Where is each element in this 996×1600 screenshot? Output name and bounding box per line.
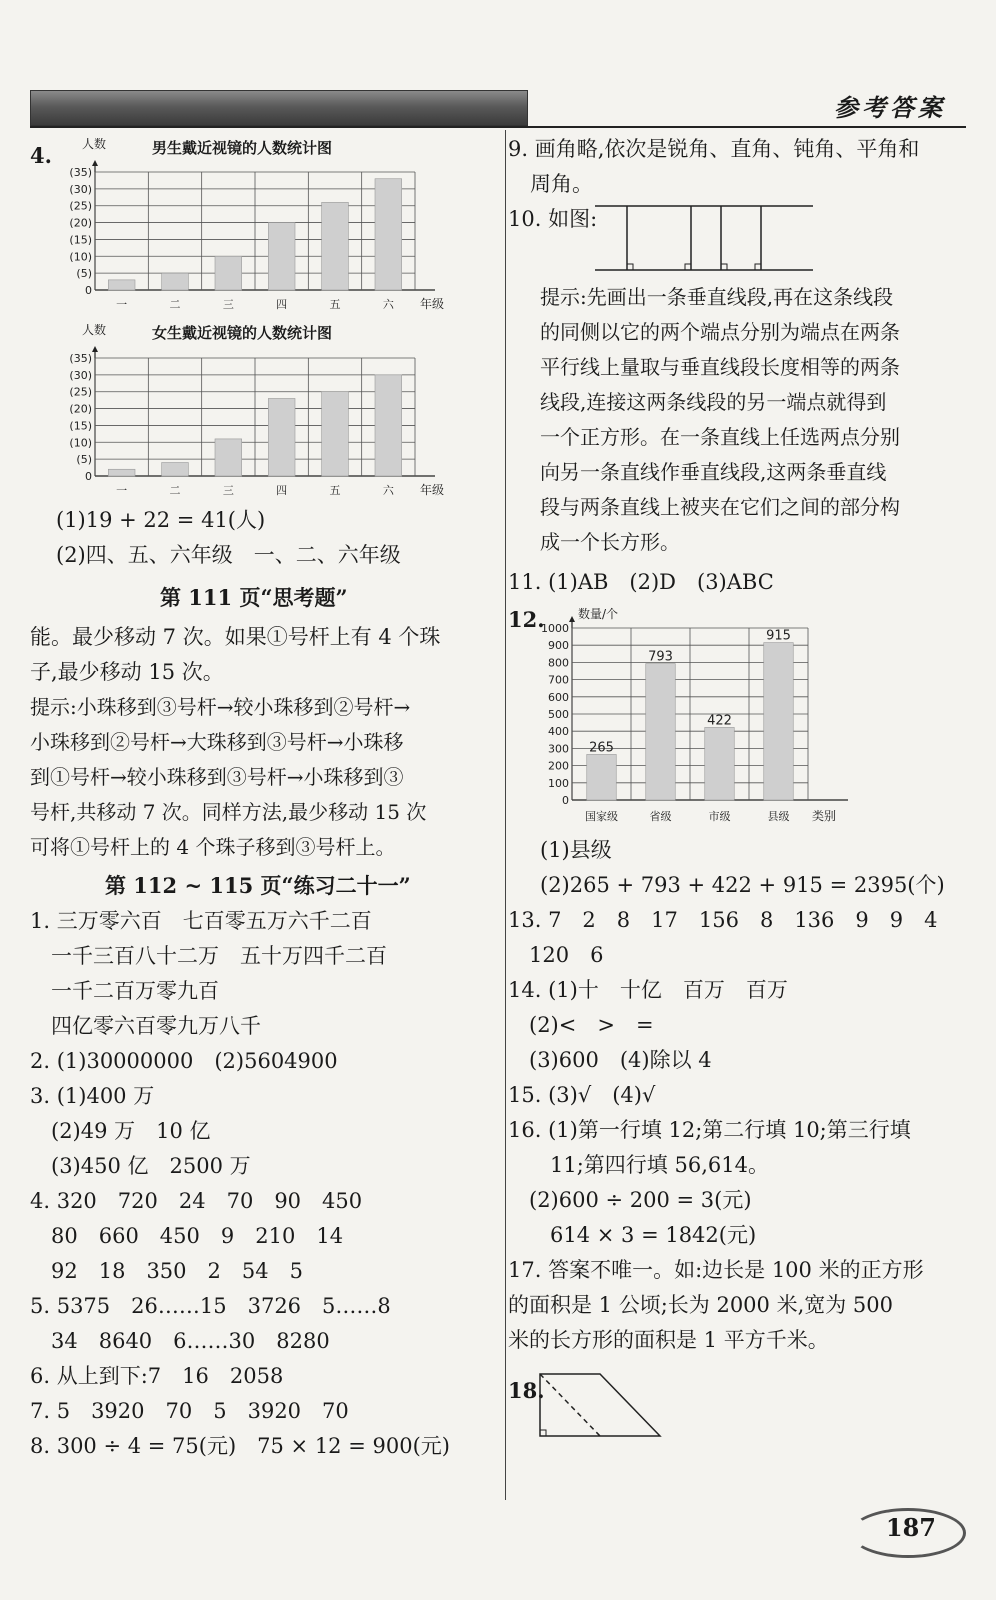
y-tick-label: 400 <box>548 725 569 739</box>
q9-line: 周角。 <box>530 172 593 196</box>
answer-line: 34 8640 6……30 8280 <box>30 1329 330 1353</box>
data-label: 793 <box>648 649 673 665</box>
y-tick-label: 600 <box>548 690 569 704</box>
chart-boys-title: 男生戴近视镜的人数统计图 <box>152 139 333 157</box>
y-tick-label: 500 <box>548 708 569 721</box>
x-tick-label: 一 <box>116 484 128 497</box>
answer-line: 80 660 450 9 210 14 <box>30 1224 344 1248</box>
header-banner-image <box>30 90 528 126</box>
q4-answer-2: (2)四、五、六年级 一、二、六年级 <box>56 543 401 567</box>
x-tick-label: 六 <box>382 298 394 311</box>
chart-q12 <box>530 604 860 830</box>
q18-figure-trapezoid <box>535 1372 665 1440</box>
bar <box>108 280 135 290</box>
header-rule <box>30 126 966 128</box>
page-header-title: 参考答案 <box>834 93 946 122</box>
p111-line-2: 子,最少移动 15 次。 <box>30 660 224 684</box>
y-axis-arrow <box>92 160 98 166</box>
bar <box>764 643 794 800</box>
q4-answer-1: (1)19 + 22 = 41(人) <box>56 508 266 532</box>
x-axis-label: 年级 <box>420 483 445 497</box>
y-tick-label: (15) <box>69 233 92 247</box>
answer-line: 14. (1)十 十亿 百万 百万 <box>508 978 788 1002</box>
y-tick-label: (5) <box>76 453 92 467</box>
hint-line: 线段,连接这两条线段的另一端点就得到 <box>540 390 887 414</box>
data-label: 265 <box>589 740 614 756</box>
answer-line: 的面积是 1 公顷;长为 2000 米,宽为 500 <box>508 1293 894 1317</box>
answer-line: 8. 300 ÷ 4 = 75(元) 75 × 12 = 900(元) <box>30 1434 450 1458</box>
answer-line: 3. (1)400 万 <box>30 1084 155 1108</box>
x-tick-label: 四 <box>276 298 288 311</box>
y-tick-label: 0 <box>562 794 569 807</box>
q9-line: 9. 画角略,依次是锐角、直角、钝角、平角和 <box>508 137 920 161</box>
bar <box>215 256 242 290</box>
bar <box>322 392 349 476</box>
x-tick-label: 六 <box>382 484 394 497</box>
answer-line: 6. 从上到下:7 16 2058 <box>30 1364 284 1388</box>
hint-line: 的同侧以它的两个端点分别为端点在两条 <box>540 320 900 344</box>
bar <box>322 202 349 290</box>
bar <box>705 727 735 800</box>
q12-answer-1: (1)县级 <box>540 838 612 862</box>
y-tick-label: 100 <box>548 776 569 790</box>
hint-line: 到①号杆→较小珠移到③号杆→小珠移到③ <box>30 765 404 789</box>
y-tick-label: 300 <box>548 742 569 756</box>
answer-line: 四亿零六百零九万八千 <box>30 1014 261 1038</box>
y-axis-label: 人数 <box>82 138 107 151</box>
y-tick-label: (30) <box>69 182 92 196</box>
q10-figure-parallel-lines <box>595 202 820 274</box>
answer-line: 120 6 <box>508 943 604 967</box>
hint-line: 成一个长方形。 <box>540 530 680 554</box>
x-tick-label: 五 <box>329 484 341 497</box>
y-tick-label: 0 <box>85 470 92 483</box>
x-tick-label: 县级 <box>767 810 790 823</box>
answer-line: 4. 320 720 24 70 90 450 <box>30 1189 363 1213</box>
y-axis-label: 数量/个 <box>578 607 619 621</box>
exercise-21-answers <box>30 904 450 1464</box>
bar <box>375 179 402 290</box>
answer-line: (2)49 万 10 亿 <box>30 1119 211 1143</box>
y-tick-label: 800 <box>548 656 569 670</box>
y-tick-label: 1000 <box>541 622 569 635</box>
bar <box>215 439 242 476</box>
y-tick-label: (15) <box>69 419 92 433</box>
q9 <box>508 132 919 202</box>
x-tick-label: 三 <box>222 484 234 497</box>
x-axis-label: 年级 <box>420 297 445 311</box>
bar <box>162 273 189 290</box>
answer-line: (3)600 (4)除以 4 <box>508 1048 712 1072</box>
hint-line: 小珠移到②号杆→大珠移到③号杆→小珠移 <box>30 730 404 754</box>
hint-line: 向另一条直线作垂直线段,这两条垂直线 <box>540 460 887 484</box>
y-axis-arrow <box>92 346 98 352</box>
chart-boys <box>40 138 460 316</box>
bar <box>268 223 295 290</box>
hint-line: 平行线上量取与垂直线段长度相等的两条 <box>540 355 900 379</box>
q10-hint <box>540 280 900 560</box>
answer-line: 一千三百八十二万 五十万四千二百 <box>30 944 387 968</box>
x-tick-label: 四 <box>276 484 288 497</box>
answer-line: 一千二百万零九百 <box>30 979 219 1003</box>
bar <box>108 469 135 476</box>
bar <box>162 463 189 476</box>
answer-line: 17. 答案不唯一。如:边长是 100 米的正方形 <box>508 1258 924 1282</box>
hint-line: 提示:小珠移到③号杆→较小珠移到②号杆→ <box>30 695 411 719</box>
page-number: 187 <box>885 1513 936 1542</box>
data-label: 915 <box>766 628 791 644</box>
column-divider <box>505 130 506 1500</box>
hint-line: 号杆,共移动 7 次。同样方法,最少移动 15 次 <box>30 800 427 824</box>
section-111: 第 111 页“思考题” <box>160 585 348 610</box>
x-tick-label: 省级 <box>649 810 672 823</box>
answer-line: 16. (1)第一行填 12;第二行填 10;第三行填 <box>508 1118 911 1142</box>
x-tick-label: 五 <box>329 298 341 311</box>
y-tick-label: (35) <box>69 352 92 365</box>
q11: 11. (1)AB (2)D (3)ABC <box>508 570 774 594</box>
answer-line: 92 18 350 2 54 5 <box>30 1259 303 1283</box>
q4-number: 4. <box>30 143 52 168</box>
x-tick-label: 二 <box>169 484 181 497</box>
y-tick-label: (35) <box>69 166 92 179</box>
data-label: 422 <box>707 713 732 729</box>
y-tick-label: (5) <box>76 267 92 281</box>
y-tick-label: (20) <box>69 216 92 230</box>
y-tick-label: 0 <box>85 284 92 297</box>
p111-hint <box>30 690 426 865</box>
bar <box>646 664 676 800</box>
answer-line: 11;第四行填 56,614。 <box>508 1153 769 1177</box>
y-tick-label: (10) <box>69 436 92 450</box>
q12-answer-2: (2)265 + 793 + 422 + 915 = 2395(个) <box>540 873 945 897</box>
answer-line: 7. 5 3920 70 5 3920 70 <box>30 1399 349 1423</box>
answer-line: 614 × 3 = 1842(元) <box>508 1223 757 1247</box>
answer-line: (2)600 ÷ 200 = 3(元) <box>508 1188 752 1212</box>
q18-number: 18. <box>508 1378 545 1403</box>
section-112-115: 第 112 ~ 115 页“练习二十一” <box>105 873 411 898</box>
y-axis-label: 人数 <box>82 324 107 337</box>
hint-line: 可将①号杆上的 4 个珠子移到③号杆上。 <box>30 835 396 859</box>
bar <box>268 398 295 476</box>
x-tick-label: 市级 <box>708 810 731 823</box>
x-tick-label: 国家级 <box>585 810 618 823</box>
y-tick-label: (20) <box>69 402 92 416</box>
y-tick-label: (10) <box>69 250 92 264</box>
p111-line-1: 能。最少移动 7 次。如果①号杆上有 4 个珠 <box>30 625 441 649</box>
answer-line: 米的长方形的面积是 1 平方千米。 <box>508 1328 829 1352</box>
answer-line: 15. (3)√ (4)√ <box>508 1083 656 1107</box>
answer-line: (2)< > = <box>508 1013 654 1037</box>
bar <box>587 754 617 800</box>
answer-line: 13. 7 2 8 17 156 8 136 9 9 4 <box>508 908 938 932</box>
q10-label: 10. 如图: <box>508 207 598 231</box>
chart-girls <box>40 324 460 502</box>
q12-number: 12. <box>508 607 545 632</box>
bar <box>375 375 402 476</box>
answer-line: 5. 5375 26……15 3726 5……8 <box>30 1294 391 1318</box>
hint-line: 段与两条直线上被夹在它们之间的部分构 <box>540 495 900 519</box>
y-tick-label: (25) <box>69 199 92 213</box>
chart-girls-title: 女生戴近视镜的人数统计图 <box>152 324 333 342</box>
answer-line: 1. 三万零六百 七百零五万六千二百 <box>30 909 372 933</box>
y-tick-label: 200 <box>548 759 569 773</box>
y-tick-label: (30) <box>69 368 92 382</box>
y-axis-arrow <box>569 616 575 622</box>
x-tick-label: 一 <box>116 298 128 311</box>
x-tick-label: 二 <box>169 298 181 311</box>
answer-line: (3)450 亿 2500 万 <box>30 1154 251 1178</box>
y-tick-label: 700 <box>548 673 569 687</box>
x-tick-label: 三 <box>222 298 234 311</box>
hint-line: 一个正方形。在一条直线上任选两点分别 <box>540 425 900 449</box>
answer-line: 2. (1)30000000 (2)5604900 <box>30 1049 338 1073</box>
y-tick-label: 900 <box>548 639 569 653</box>
y-tick-label: (25) <box>69 385 92 399</box>
hint-line: 提示:先画出一条垂直线段,再在这条线段 <box>540 285 894 309</box>
right-answers <box>508 903 937 1358</box>
x-axis-label: 类别 <box>812 809 837 823</box>
